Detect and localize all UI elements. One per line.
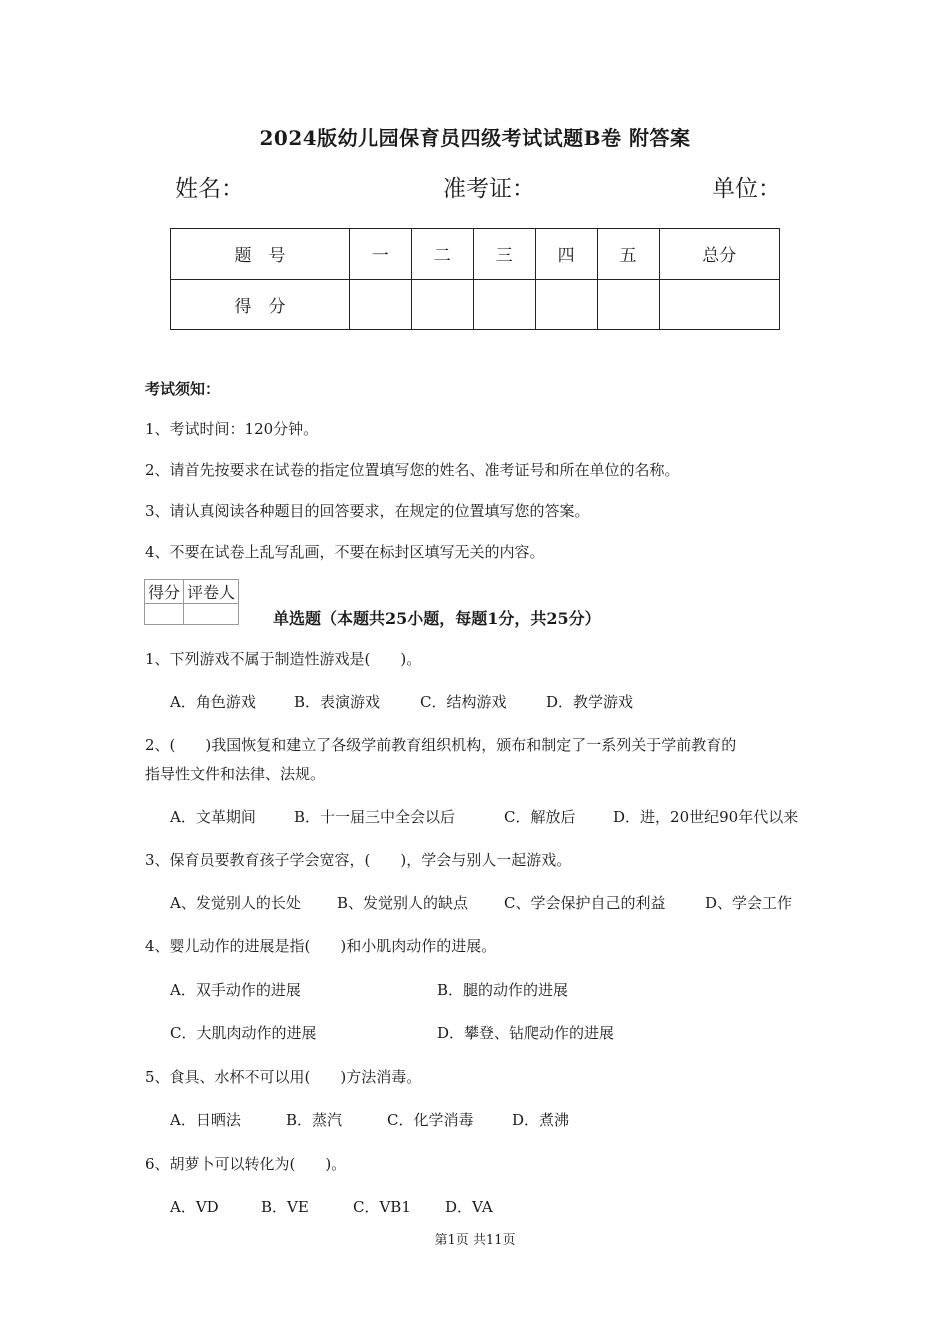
- name-field-label: 姓名：: [175, 176, 244, 202]
- question-stem: 1、下列游戏不属于制造性游戏是( )。: [145, 650, 422, 668]
- option[interactable]: C、学会保护自己的利益: [504, 894, 666, 912]
- score-cell[interactable]: [411, 279, 473, 330]
- option[interactable]: B、发觉别人的缺点: [337, 894, 469, 912]
- option[interactable]: D．进，20世纪90年代以来: [613, 808, 799, 826]
- page-title: 2024版幼儿园保育员四级考试试题B卷 附答案: [259, 126, 691, 150]
- option[interactable]: C．VB1: [353, 1198, 411, 1216]
- grader-reviewer-cell[interactable]: [184, 604, 239, 625]
- score-table-header-cell: 五: [597, 229, 659, 280]
- question-stem-continued: 指导性文件和法律、法规。: [145, 765, 326, 783]
- option[interactable]: A．日晒法: [170, 1111, 241, 1129]
- question-stem: 6、胡萝卜可以转化为( )。: [145, 1155, 347, 1173]
- option[interactable]: D．煮沸: [512, 1111, 570, 1129]
- option[interactable]: A．角色游戏: [170, 693, 256, 711]
- option[interactable]: D．VA: [445, 1198, 493, 1216]
- score-table-header-cell: 三: [473, 229, 535, 280]
- notice-heading: 考试须知：: [145, 380, 221, 398]
- question-stem: 2、( )我国恢复和建立了各级学前教育组织机构，颁布和制定了一系列关于学前教育的: [145, 736, 737, 754]
- option[interactable]: C．大肌肉动作的进展: [170, 1024, 317, 1042]
- score-table-header-cell: 一: [349, 229, 411, 280]
- score-table-header-row: [171, 229, 780, 280]
- score-table-header-total: 总分: [659, 229, 779, 280]
- score-cell[interactable]: [349, 279, 411, 330]
- grader-score-cell[interactable]: [145, 604, 184, 625]
- score-cell[interactable]: [535, 279, 597, 330]
- score-table-header-cell: 二: [411, 229, 473, 280]
- option[interactable]: A．双手动作的进展: [170, 981, 301, 999]
- option[interactable]: C．解放后: [504, 808, 576, 826]
- question-stem: 5、食具、水杯不可以用( )方法消毒。: [145, 1068, 422, 1086]
- unit-field-label: 单位：: [712, 176, 781, 202]
- section-title: 单选题（本题共25小题，每题1分，共25分）: [273, 609, 601, 628]
- score-cell[interactable]: [597, 279, 659, 330]
- notice-item: 2、请首先按要求在试卷的指定位置填写您的姓名、准考证号和所在单位的名称。: [145, 461, 680, 479]
- score-table-row-label: 得 分: [171, 279, 350, 330]
- option[interactable]: A、发觉别人的长处: [170, 894, 301, 912]
- notice-item: 4、不要在试卷上乱写乱画，不要在标封区填写无关的内容。: [145, 543, 545, 561]
- option[interactable]: B．VE: [261, 1198, 309, 1216]
- question-stem: 3、保育员要教育孩子学会宽容，( )，学会与别人一起游戏。: [145, 851, 572, 869]
- notice-item: 3、请认真阅读各种题目的回答要求，在规定的位置填写您的答案。: [145, 502, 590, 520]
- option[interactable]: B．蒸汽: [286, 1111, 343, 1129]
- option[interactable]: C．结构游戏: [420, 693, 507, 711]
- option[interactable]: D、学会工作: [705, 894, 793, 912]
- exam-number-field-label: 准考证：: [443, 176, 535, 202]
- option[interactable]: B．十一届三中全会以后: [294, 808, 456, 826]
- question-stem: 4、婴儿动作的进展是指( )和小肌肉动作的进展。: [145, 937, 497, 955]
- grader-score-label: 得分: [145, 580, 184, 604]
- option[interactable]: A．VD: [170, 1198, 219, 1216]
- grader-reviewer-label: 评卷人: [184, 580, 239, 604]
- option[interactable]: D．教学游戏: [546, 693, 634, 711]
- score-table-header-label: 题 号: [171, 229, 350, 280]
- option[interactable]: C．化学消毒: [387, 1111, 474, 1129]
- page-footer: 第1页 共11页: [434, 1233, 516, 1248]
- score-cell-total[interactable]: [659, 279, 779, 330]
- option[interactable]: D．攀登、钻爬动作的进展: [437, 1024, 615, 1042]
- option[interactable]: A．文革期间: [170, 808, 256, 826]
- notice-item: 1、考试时间：120分钟。: [145, 420, 319, 438]
- grader-box: [144, 579, 239, 625]
- score-table-header-cell: 四: [535, 229, 597, 280]
- option[interactable]: B．腿的动作的进展: [437, 981, 569, 999]
- score-cell[interactable]: [473, 279, 535, 330]
- score-table: [170, 228, 780, 330]
- score-table-score-row: [171, 279, 780, 330]
- option[interactable]: B．表演游戏: [294, 693, 381, 711]
